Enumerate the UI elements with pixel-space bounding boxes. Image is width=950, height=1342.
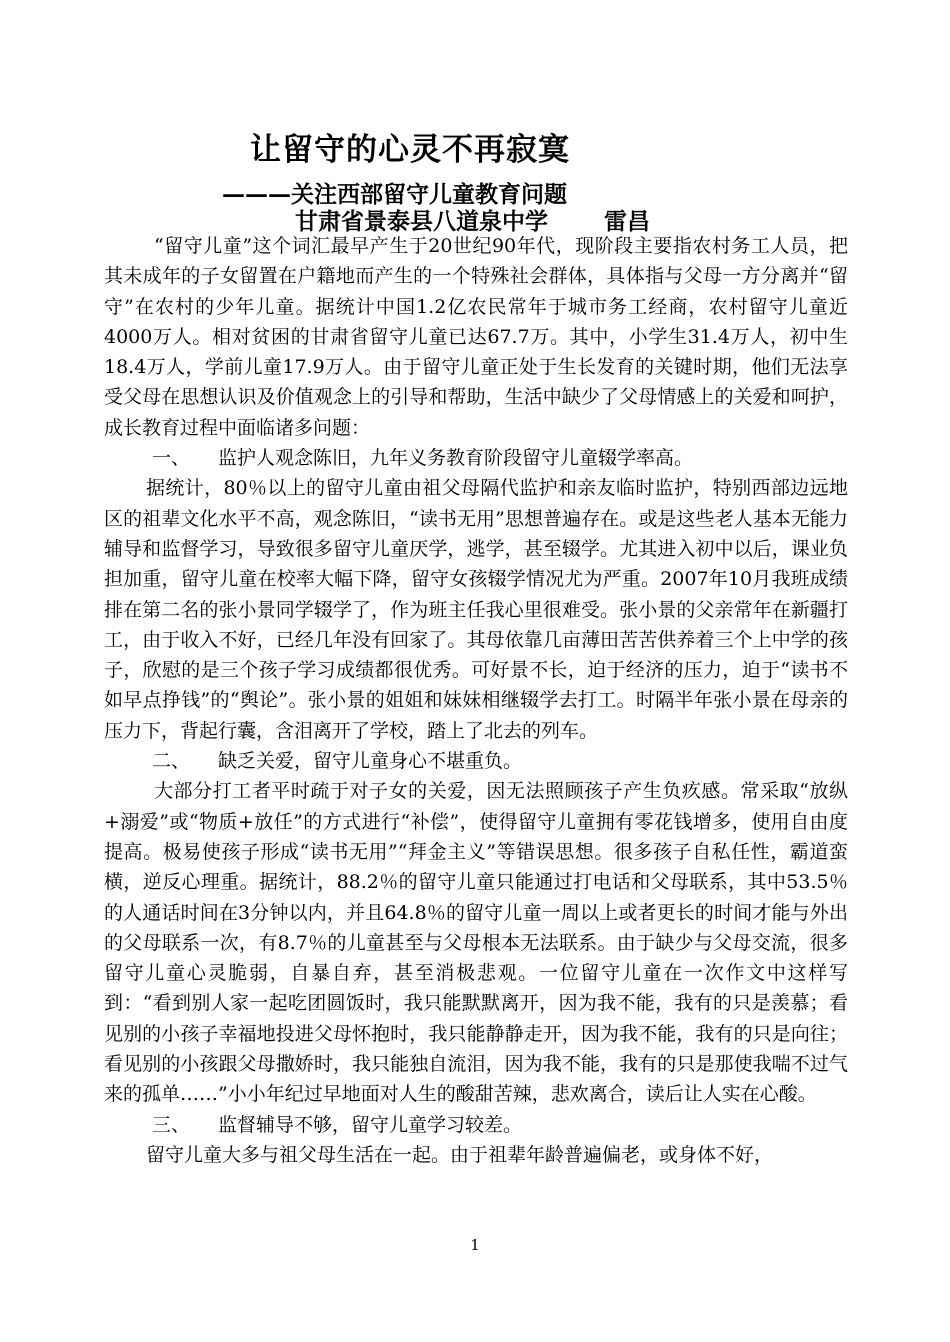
author-school: 甘肃省景泰县八道泉中学 (295, 208, 548, 235)
author-name: 雷昌 (604, 208, 650, 235)
paragraph-3: 留守儿童大多与祖父母生活在一起。由于祖辈年龄普遍偏老，或身体不好， (146, 1143, 774, 1166)
paragraph-2: 大部分打工者平时疏于对子女的关爱，因无法照顾孩子产生负疚感。常采取“放纵+溺爱”或“物质+放任”的方式进行“补偿”，使得留守儿童拥有零花钱增多，使用自由度提高。极易使孩子形成“读书无用”“拜金主义”等错误思想。很多孩子自私任性，霸道蛮横，逆反心理重。据统计，88.2％的留守儿童只能通过打电话和父母联系，其中53.5％的人通话时间在3分钟以内，并且64.8％的留守儿童一周以上或者更长的时间才能与外出的父母联系一次，有8.7％的儿童甚至与父母根本无法联系。由于缺少与父母交流，很多留守儿童心灵脆弱，自暴自弃，甚至消极悲观。一位留守儿童在一次作文中这样写到：“看到别人家一起吃团圆饭时，我只能默默离开，因为我不能，我有的只是羡慕；看见别的小孩子幸福地投进父母怀抱时，我只能静静走开，因为我不能，我有的只是向往；看见别的小孩跟父母撒娇时，我只能独自流泪，因为我不能，我有的只是那使我喘不过气来的孤单……”小小年纪过早地面对人生的酸甜苦辣，悲欢离合，读后让人实在心酸。 (104, 780, 848, 1106)
section-number-2: 二、 (152, 750, 191, 773)
section-number-1: 一、 (152, 447, 191, 470)
paragraph-1: 据统计，80％以上的留守儿童由祖父母隔代监护和亲友临时监护，特别西部边远地区的祖辈文化水平不高，观念陈旧，“读书无用”思想普遍存在。或是这些老人基本无能力辅导和监督学习，导致很多留守儿童厌学，逃学，甚至辍学。尤其进入初中以后，课业负担加重，留守儿童在校率大幅下降，留守女孩辍学情况尤为严重。2007年10月我班成绩排在第二名的张小景同学辍学了，作为班主任我心里很难受。张小景的父亲常年在新疆打工，由于收入不好，已经几年没有回家了。其母依靠几亩薄田苦苦供养着三个上中学的孩子，欣慰的是三个孩子学习成绩都很优秀。可好景不长，迫于经济的压力，迫于“读书不如早点挣钱”的“舆论”。张小景的姐姐和妹妹相继辍学去打工。时隔半年张小景在母亲的压力下，背起行囊，含泪离开了学校，踏上了北去的列车。 (104, 477, 848, 742)
document-subtitle: ———关注西部留守儿童教育问题 (222, 181, 567, 208)
paragraph-intro: “留守儿童”这个词汇最早产生于20世纪90年代，现阶段主要指农村务工人员，把其未成年的子女留置在户籍地而产生的一个特殊社会群体，具体指与父母一方分离并“留守”在农村的少年儿童。据统计中国1.2亿农民常年于城市务工经商，农村留守儿童近4000万人。相对贫困的甘肃省留守儿童已达67.7万。其中，小学生31.4万人，初中生18.4万人，学前儿童17.9万人。由于留守儿童正处于生长发育的关键时期，他们无法享受父母在思想认识及价值观念上的引导和帮助，生活中缺少了父母情感上的关爱和呵护，成长教育过程中面临诸多问题： (104, 235, 848, 439)
section-title-2: 缺乏关爱，留守儿童身心不堪重负。 (218, 750, 523, 773)
page-number: 1 (470, 1236, 480, 1254)
section-heading-3 (104, 1110, 848, 1140)
document-body (104, 231, 848, 1170)
document-title: 让留守的心灵不再寂寞 (250, 132, 570, 168)
section-number-3: 三、 (152, 1113, 191, 1136)
section-heading-1 (104, 443, 848, 473)
section-title-1: 监护人观念陈旧，九年义务教育阶段留守儿童辍学率高。 (218, 447, 694, 470)
section-heading-2 (104, 746, 848, 776)
section-title-3: 监督辅导不够，留守儿童学习较差。 (218, 1113, 523, 1136)
